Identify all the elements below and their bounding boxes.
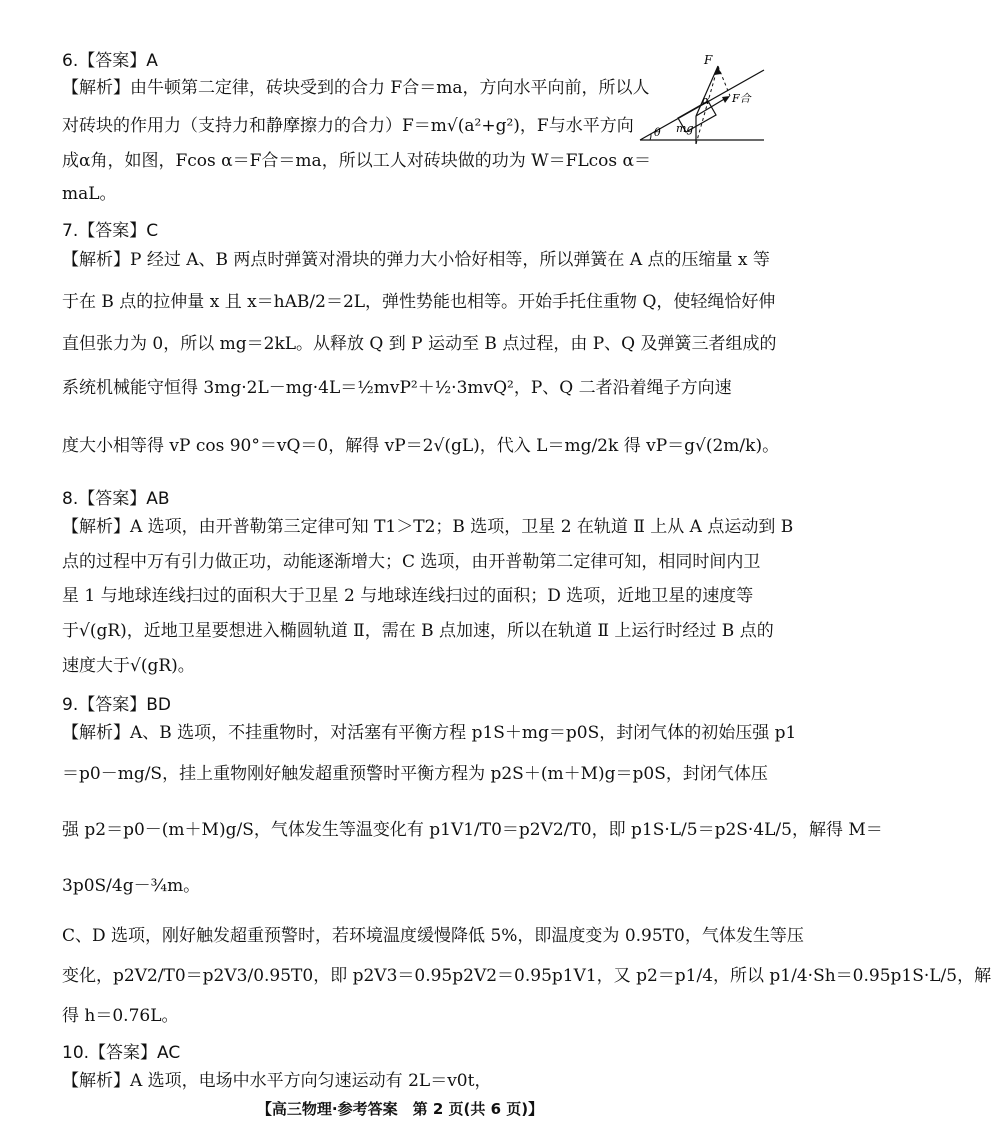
q6-line: 【解析】由牛顿第二定律，砖块受到的合力 F合＝ma，方向水平向前，所以人 [62, 78, 650, 98]
q7-line: 系统机械能守恒得 3mg·2L－mg·4L＝½mvP²＋½·3mvQ²，P、Q 二者沿着绳子方向速 [62, 378, 732, 398]
q6-header: 6.【答案】A [62, 51, 158, 71]
label-alpha: α [702, 94, 710, 107]
q8-line: 于√(gR)，近地卫星要想进入椭圆轨道 Ⅱ，需在 B 点加速，所以在轨道 Ⅱ 上运行时经过 B 点的 [62, 621, 774, 641]
q7-line: 直但张力为 0，所以 mg＝2kL。从释放 Q 到 P 运动至 B 点过程，由 P、Q 及弹簧三者组成的 [62, 334, 777, 354]
label-mg: mg [676, 122, 694, 135]
q7-line: 【解析】P 经过 A、B 两点时弹簧对滑块的弹力大小恰好相等，所以弹簧在 A 点的压缩量 x 等 [62, 250, 770, 270]
q9-line: 强 p2＝p0－(m＋M)g/S，气体发生等温变化有 p1V1/T0＝p2V2/T0，即 p1S·L/5＝p2S·4L/5，解得 M＝ [62, 820, 883, 840]
force-diagram [636, 48, 766, 146]
q9-line: ＝p0－mg/S，挂上重物刚好触发超重预警时平衡方程为 p2S＋(m＋M)g＝p0S，封闭气体压 [62, 764, 768, 784]
label-fhe: F合 [732, 92, 751, 105]
q8-line: 速度大于√(gR)。 [62, 656, 195, 676]
label-theta: θ [654, 126, 661, 139]
q7-line: 于在 B 点的拉伸量 x 且 x＝hAB/2＝2L，弹性势能也相等。开始手托住重物 Q，使轻绳恰好伸 [62, 292, 776, 312]
q9-line: 得 h＝0.76L。 [62, 1006, 179, 1026]
q10-line: 【解析】A 选项，电场中水平方向匀速运动有 2L＝v0t， [62, 1071, 492, 1091]
q8-line: 【解析】A 选项，由开普勒第三定律可知 T1＞T2；B 选项，卫星 2 在轨道 Ⅱ 上从 A 点运动到 B [62, 517, 794, 537]
label-f: F [704, 53, 713, 67]
page-footer: 【高三物理·参考答案 第 2 页(共 6 页)】 [256, 1100, 544, 1118]
q6-line: 成α角，如图，Fcos α＝F合＝ma，所以工人对砖块做的功为 W＝FLcos α＝ [62, 151, 652, 171]
q9-line: C、D 选项，刚好触发超重预警时，若环境温度缓慢降低 5%，即温度变为 0.95T0，气体发生等压 [62, 926, 804, 946]
q8-line: 点的过程中万有引力做正功，动能逐渐增大；C 选项，由开普勒第二定律可知，相同时间内卫 [62, 552, 761, 572]
q6-line: maL。 [62, 184, 117, 204]
q8-header: 8.【答案】AB [62, 489, 170, 509]
q9-header: 9.【答案】BD [62, 695, 171, 715]
q7-header: 7.【答案】C [62, 221, 159, 241]
q10-header: 10.【答案】AC [62, 1043, 181, 1063]
q8-line: 星 1 与地球连线扫过的面积大于卫星 2 与地球连线扫过的面积；D 选项，近地卫星的速度等 [62, 586, 754, 606]
q9-line: 变化，p2V2/T0＝p2V3/0.95T0，即 p2V3＝0.95p2V2＝0.95p1V1，又 p2＝p1/4，所以 p1/4·Sh＝0.95p1S·L/5，解 [62, 966, 991, 986]
q6-line: 对砖块的作用力（支持力和静摩擦力的合力）F＝m√(a²+g²)，F与水平方向 [62, 116, 634, 136]
q9-line: 3p0S/4g－¾m。 [62, 876, 201, 896]
q9-line: 【解析】A、B 选项，不挂重物时，对活塞有平衡方程 p1S＋mg＝p0S，封闭气体的初始压强 p1 [62, 723, 797, 743]
q7-line: 度大小相等得 vP cos 90°＝vQ＝0，解得 vP＝2√(gL)，代入 L＝mg/2k 得 vP＝g√(2m/k)。 [62, 436, 780, 456]
